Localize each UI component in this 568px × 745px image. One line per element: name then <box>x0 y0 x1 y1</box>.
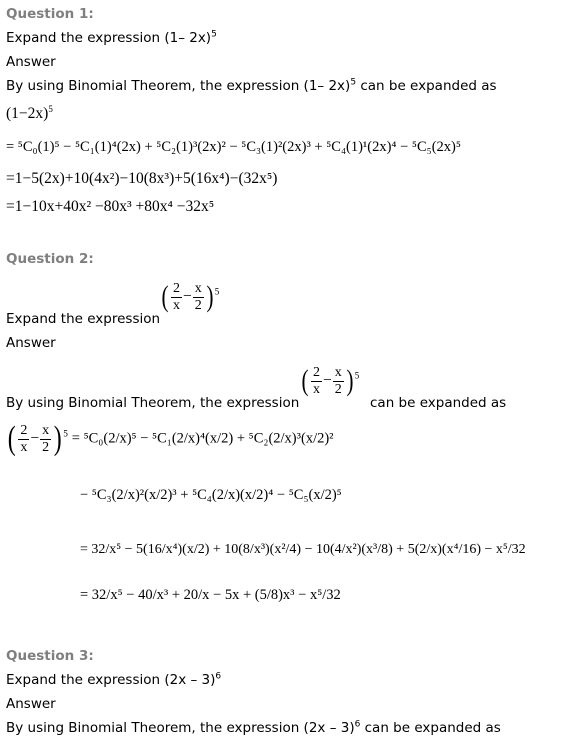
question-1-title: Question 1: <box>6 6 94 22</box>
q2-math-line-2: − ⁵C₃(2/x)²(x/2)³ + ⁵C₄(2/x)(x/2)⁴ − ⁵C₅(x/2)⁵ <box>80 487 342 503</box>
denominator: 2 <box>334 381 342 397</box>
left-paren: ( <box>301 364 309 397</box>
fraction-2-over-x <box>311 365 322 398</box>
q1-math-line-4: =1−10x+40x² −80x³ +80x⁴ −32x⁵ <box>6 198 215 215</box>
intro-text: By using Binomial Theorem, the expression (2x – 3) <box>6 720 355 736</box>
q2-prompt-expression: ( $\frac{2}{x}$ − $\frac{x}{2}$ ) $^5$ <box>161 280 220 313</box>
right-paren: ) <box>53 420 62 457</box>
numerator: 2 <box>20 422 28 438</box>
question-2-answer-label: Answer <box>6 335 56 351</box>
prompt-exponent: 5 <box>211 29 217 40</box>
denominator: 2 <box>42 439 50 455</box>
fraction-2-over-x <box>18 423 29 456</box>
fraction-x-over-2 <box>40 423 51 456</box>
math-exponent: 5 <box>48 103 53 114</box>
exponent: 5 <box>214 286 220 297</box>
prompt-exponent: 6 <box>215 671 222 682</box>
question-1-intro <box>6 78 497 94</box>
fraction-x-over-2 <box>193 281 204 314</box>
numerator: 2 <box>313 364 320 380</box>
numerator: x <box>194 280 202 296</box>
math-text: (1−2x) <box>6 105 49 122</box>
q2-math-line-1: ( $\frac{2}{x}$ − $\frac{x}{2}$ ) $^5$ = ⁵C₀(2/x)⁵ − ⁵C₁(2/x)⁴(x/2) + ⁵C₂(2/x)³(x/2)² <box>7 420 334 457</box>
left-paren: ( <box>7 420 16 457</box>
denominator: x <box>173 297 180 313</box>
question-3-intro <box>6 720 501 736</box>
question-3-prompt <box>6 672 221 688</box>
q2-math-line-4: = 32/x⁵ − 40/x³ + 20/x − 5x + (5/8)x³ − x⁵/32 <box>80 587 341 603</box>
exponent: 5 <box>354 370 360 381</box>
right-paren: ) <box>346 364 354 397</box>
q1-math-line-2: = ⁵C₀(1)⁵ − ⁵C₁(1)⁴(2x) + ⁵C₂(1)³(2x)² − ⁵C₃(1)²(2x)³ + ⁵C₄(1)¹(2x)⁴ − ⁵C₅(2x)⁵ <box>6 139 461 155</box>
question-1-answer-label: Answer <box>6 54 56 70</box>
intro-exponent: 6 <box>354 719 361 730</box>
prompt-text: Expand the expression (2x – 3) <box>6 672 216 688</box>
exponent: 5 <box>63 428 68 439</box>
intro-exponent: 5 <box>350 77 357 88</box>
question-3-answer-label: Answer <box>6 696 56 712</box>
q2-intro-expression: ( $\frac{2}{x}$ − $\frac{x}{2}$ ) $^5$ <box>301 364 360 397</box>
numerator: x <box>42 422 50 438</box>
left-paren: ( <box>161 280 169 313</box>
q1-math-line-3: =1−5(2x)+10(4x²)−10(8x³)+5(16x⁴)−(32x⁵) <box>6 170 278 187</box>
fraction-x-over-2 <box>333 365 344 398</box>
right-paren: ) <box>206 280 214 313</box>
denominator: 2 <box>194 297 202 313</box>
question-2-title: Question 2: <box>6 251 94 267</box>
q2-math-line-3: = 32/x⁵ − 5(16/x⁴)(x/2) + 10(8/x³)(x²/4) − 10(4/x²)(x³/8) + 5(2/x)(x⁴/16) − x⁵/32 <box>80 542 526 557</box>
fraction-2-over-x <box>171 281 182 314</box>
question-3-title: Question 3: <box>6 648 94 664</box>
question-2-intro-start: By using Binomial Theorem, the expression <box>6 395 300 411</box>
q1-math-line-1 <box>6 105 53 123</box>
question-1-prompt <box>6 30 217 46</box>
denominator: x <box>20 439 28 455</box>
intro-text: By using Binomial Theorem, the expression (1– 2x) <box>6 78 351 94</box>
denominator: x <box>313 381 320 397</box>
question-2-intro-end: can be expanded as <box>370 395 507 411</box>
intro-text-end: can be expanded as <box>360 720 501 736</box>
numerator: 2 <box>173 280 180 296</box>
numerator: x <box>334 364 342 380</box>
question-2-prompt: Expand the expression <box>6 311 161 327</box>
expansion-rhs: = ⁵C₀(2/x)⁵ − ⁵C₁(2/x)⁴(x/2) + ⁵C₂(2/x)³(x/2)² <box>71 430 334 447</box>
intro-text-end: can be expanded as <box>356 78 497 94</box>
prompt-text: Expand the expression (1– 2x) <box>6 30 212 46</box>
